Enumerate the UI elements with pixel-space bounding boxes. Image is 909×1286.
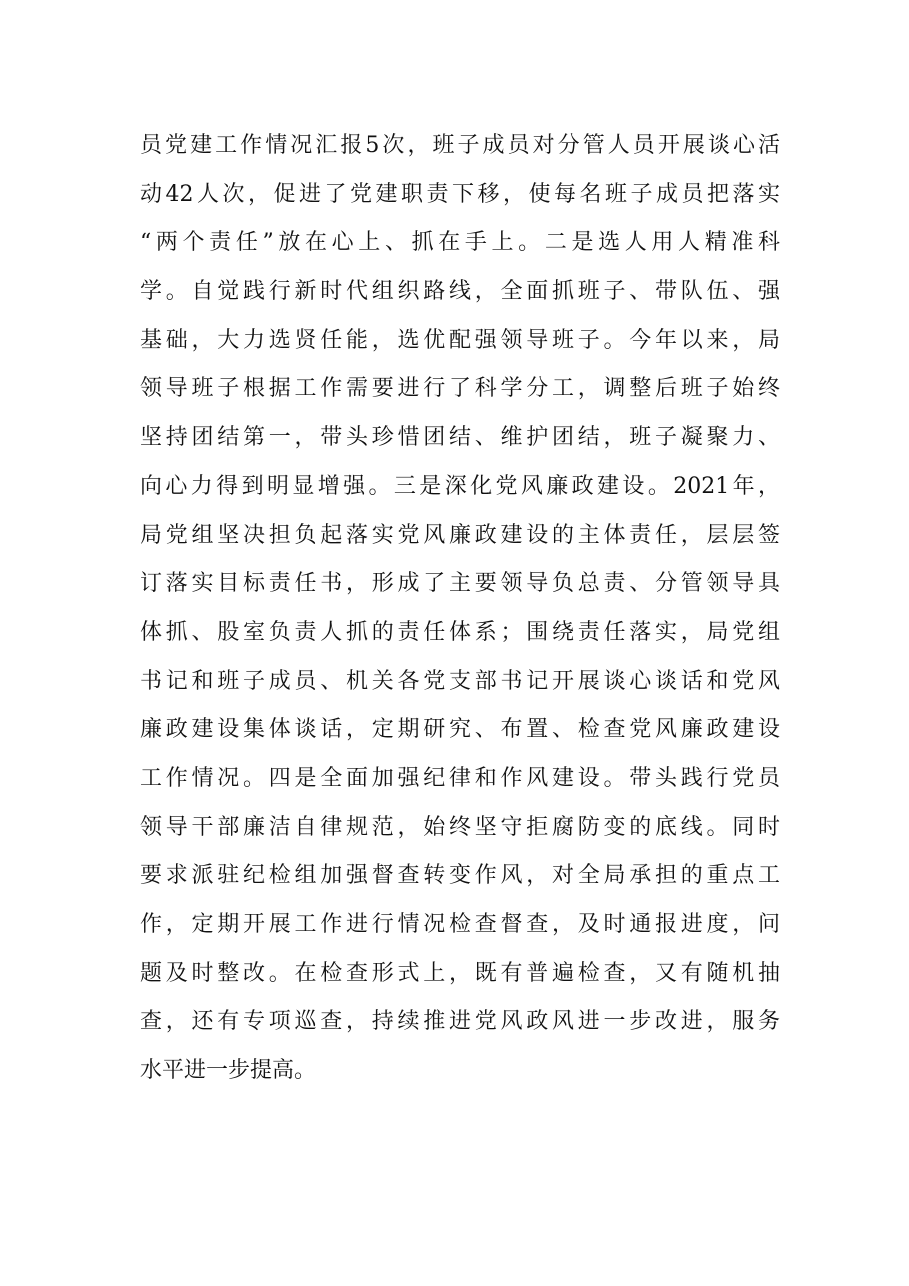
text-line: 领导干部廉洁自律规范，始终坚守拒腐防变的底线。同时 — [140, 814, 780, 840]
text-line: 要求派驻纪检组加强督查转变作风，对全局承担的重点工 — [140, 863, 780, 889]
text-line: 员党建工作情况汇报5次，班子成员对分管人员开展谈心活 — [140, 133, 780, 158]
text-line: 体抓、股室负责人抓的责任体系；围绕责任落实，局党组 — [140, 619, 780, 645]
text-line: 书记和班子成员、机关各党支部书记开展谈心谈话和党风 — [140, 668, 780, 694]
text-line: 坚持团结第一，带头珍惜团结、维护团结，班子凝聚力、 — [140, 425, 780, 451]
text-line: 基础，大力选贤任能，选优配强领导班子。今年以来，局 — [140, 327, 780, 353]
text-line: 廉政建设集体谈话，定期研究、布置、检查党风廉政建设 — [140, 717, 780, 743]
text-line: 工作情况。四是全面加强纪律和作风建设。带头践行党员 — [140, 765, 780, 791]
text-line: “两个责任”放在心上、抓在手上。二是选人用人精准科 — [140, 230, 780, 256]
text-line: 题及时整改。在检查形式上，既有普遍检查，又有随机抽 — [140, 960, 780, 986]
text-line: 向心力得到明显增强。三是深化党风廉政建设。2021年， — [140, 473, 780, 499]
text-line: 订落实目标责任书，形成了主要领导负总责、分管领导具 — [140, 571, 780, 597]
text-line: 作，定期开展工作进行情况检查督查，及时通报进度，问 — [140, 912, 780, 937]
body-paragraph — [140, 122, 780, 1096]
text-line: 水平进一步提高。 — [140, 1058, 317, 1084]
text-line: 领导班子根据工作需要进行了科学分工，调整后班子始终 — [140, 376, 780, 402]
text-line: 局党组坚决担负起落实党风廉政建设的主体责任，层层签 — [140, 522, 780, 548]
text-line: 学。自觉践行新时代组织路线，全面抓班子、带队伍、强 — [140, 279, 780, 305]
text-line: 动42人次，促进了党建职责下移，使每名班子成员把落实 — [140, 181, 780, 207]
text-line: 查，还有专项巡查，持续推进党风政风进一步改进，服务 — [140, 1009, 780, 1035]
